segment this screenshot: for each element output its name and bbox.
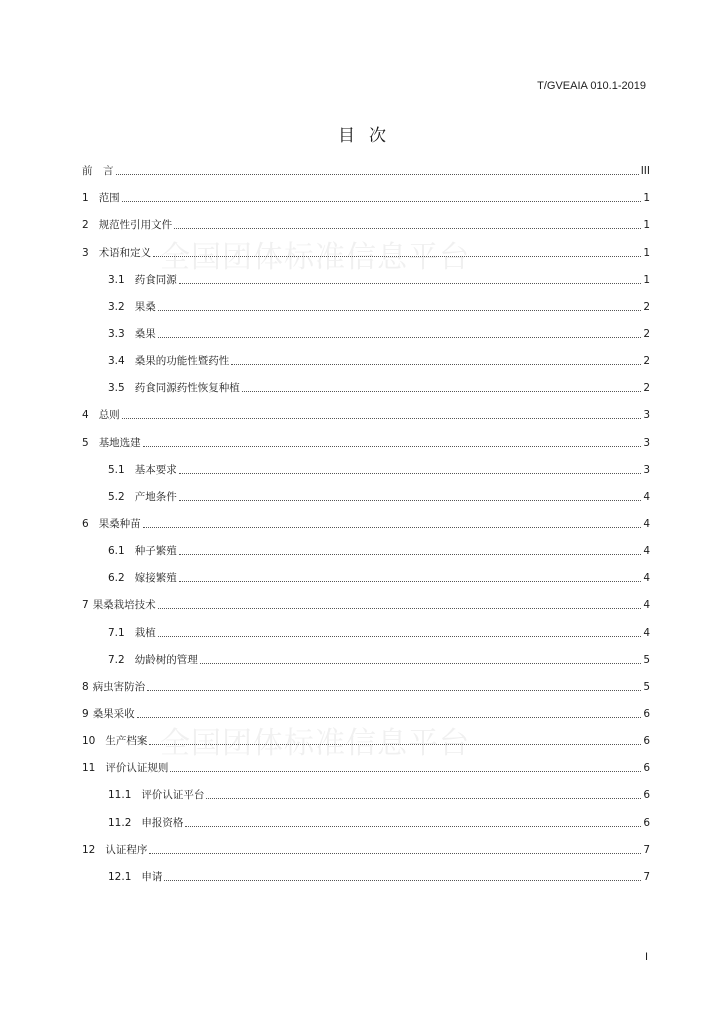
toc-entry-number: 9 xyxy=(82,707,89,720)
toc-entry-text: 申报资格 xyxy=(141,816,184,829)
toc-entry-label xyxy=(108,626,156,640)
toc-entry-label xyxy=(108,463,177,477)
toc-entry[interactable] xyxy=(82,775,650,802)
toc-entry-text: 产地条件 xyxy=(134,490,177,503)
toc-entry-label xyxy=(82,680,145,694)
toc-dot-leader xyxy=(122,417,642,419)
toc-entry-number: 7 xyxy=(82,599,89,612)
toc-entry-page: 2 xyxy=(643,382,650,395)
toc-entry-text: 幼龄树的管理 xyxy=(134,653,198,666)
toc-entry-label xyxy=(108,381,240,395)
toc-entry[interactable] xyxy=(82,422,650,449)
toc-entry-number: 3.2 xyxy=(108,300,125,313)
toc-entry[interactable] xyxy=(82,504,650,531)
toc-entry-text: 药食同源药性恢复种植 xyxy=(134,382,240,395)
toc-entry-label xyxy=(82,408,120,422)
toc-entry-label xyxy=(82,191,120,205)
toc-entry-page: 3 xyxy=(643,463,650,476)
toc-entry-page: 5 xyxy=(643,680,650,693)
toc-dot-leader xyxy=(179,499,642,501)
toc-entry-page: 4 xyxy=(643,599,650,612)
toc-entry-label xyxy=(82,598,156,612)
toc-entry-label xyxy=(108,300,156,314)
toc-entry[interactable] xyxy=(82,640,650,667)
toc-dot-leader xyxy=(179,472,642,474)
toc-entry-text: 种子繁殖 xyxy=(134,545,177,558)
toc-entry[interactable] xyxy=(82,585,650,612)
toc-entry[interactable] xyxy=(82,667,650,694)
toc-entry[interactable] xyxy=(82,830,650,857)
toc-dot-leader xyxy=(149,852,641,854)
toc-entry[interactable] xyxy=(82,151,650,178)
toc-entry-label xyxy=(82,164,114,178)
toc-entry-label xyxy=(82,218,172,232)
toc-entry-page: 1 xyxy=(643,219,650,232)
toc-entry[interactable] xyxy=(82,721,650,748)
toc-entry-text: 果桑 xyxy=(134,300,156,313)
toc-entry-page: 1 xyxy=(643,192,650,205)
toc-entry-text: 规范性引用文件 xyxy=(98,219,173,232)
toc-entry-number: 12.1 xyxy=(108,870,132,883)
toc-entry-label xyxy=(82,436,141,450)
toc-entry-number: 2 xyxy=(82,219,89,232)
toc-entry-page: 6 xyxy=(643,789,650,802)
toc-entry-number: 3.1 xyxy=(108,273,125,286)
table-of-contents xyxy=(82,151,650,884)
toc-title: 目次 xyxy=(338,126,400,146)
toc-entry-text: 桑果 xyxy=(134,327,156,340)
toc-entry-label xyxy=(108,544,177,558)
toc-entry[interactable] xyxy=(82,205,650,232)
toc-entry-number: 10 xyxy=(82,735,96,748)
toc-entry-page: 3 xyxy=(643,436,650,449)
toc-entry[interactable] xyxy=(82,477,650,504)
toc-dot-leader xyxy=(174,227,641,229)
toc-entry-label xyxy=(108,273,177,287)
document-code: T/GVEAIA 010.1-2019 xyxy=(537,80,646,92)
toc-dot-leader xyxy=(149,743,641,745)
toc-dot-leader xyxy=(170,770,641,772)
toc-dot-leader xyxy=(242,390,642,392)
toc-entry-page: 7 xyxy=(643,843,650,856)
toc-entry-label xyxy=(82,734,147,748)
toc-entry-text: 术语和定义 xyxy=(98,246,152,259)
toc-entry[interactable] xyxy=(82,314,650,341)
watermark-bottom: 全国团体标准信息平台 xyxy=(160,726,470,761)
toc-entry[interactable] xyxy=(82,531,650,558)
toc-dot-leader xyxy=(158,336,642,338)
toc-entry[interactable] xyxy=(82,612,650,639)
watermark-top: 全国团体标准信息平台 xyxy=(160,240,470,275)
toc-entry[interactable] xyxy=(82,748,650,775)
toc-entry-text: 评价认证规则 xyxy=(105,762,169,775)
toc-entry-text: 申请 xyxy=(141,870,163,883)
toc-entry[interactable] xyxy=(82,395,650,422)
toc-dot-leader xyxy=(179,282,642,284)
toc-dot-leader xyxy=(143,445,642,447)
toc-entry[interactable] xyxy=(82,802,650,829)
toc-entry-label xyxy=(108,571,177,585)
toc-entry-text: 评价认证平台 xyxy=(141,789,205,802)
toc-entry-page: 3 xyxy=(643,409,650,422)
toc-entry[interactable] xyxy=(82,558,650,585)
toc-entry[interactable] xyxy=(82,368,650,395)
toc-entry-page: 2 xyxy=(643,327,650,340)
toc-entry-page: 4 xyxy=(643,517,650,530)
toc-entry-label xyxy=(82,761,168,775)
toc-entry[interactable] xyxy=(82,287,650,314)
toc-entry-number: 4 xyxy=(82,409,89,422)
toc-entry[interactable] xyxy=(82,450,650,477)
toc-entry-label xyxy=(82,517,141,531)
toc-entry-number: 11.1 xyxy=(108,789,132,802)
toc-entry[interactable] xyxy=(82,178,650,205)
toc-entry-page: 2 xyxy=(643,355,650,368)
toc-dot-leader xyxy=(158,309,642,311)
toc-entry-label xyxy=(108,327,156,341)
toc-entry-number: 6.1 xyxy=(108,545,125,558)
toc-entry-number: 8 xyxy=(82,680,89,693)
toc-dot-leader xyxy=(179,553,642,555)
toc-entry-label xyxy=(108,816,183,830)
toc-entry-number: 5.2 xyxy=(108,490,125,503)
toc-dot-leader xyxy=(231,363,641,365)
toc-entry-text: 嫁接繁殖 xyxy=(134,572,177,585)
toc-dot-leader xyxy=(206,797,641,799)
toc-entry-label xyxy=(108,870,162,884)
toc-dot-leader xyxy=(137,716,642,718)
toc-entry-text: 病虫害防治 xyxy=(92,680,146,693)
toc-entry-number: 11.2 xyxy=(108,816,132,829)
toc-entry[interactable] xyxy=(82,694,650,721)
toc-entry[interactable] xyxy=(82,260,650,287)
toc-entry-page: 6 xyxy=(643,816,650,829)
toc-entry-number: 3.3 xyxy=(108,327,125,340)
toc-dot-leader xyxy=(158,635,642,637)
toc-entry-number: 5 xyxy=(82,436,89,449)
toc-entry-text: 基本要求 xyxy=(134,463,177,476)
toc-entry-text: 药食同源 xyxy=(134,273,177,286)
toc-dot-leader xyxy=(122,200,642,202)
toc-entry[interactable] xyxy=(82,232,650,259)
toc-entry-page: 4 xyxy=(643,545,650,558)
toc-dot-leader xyxy=(179,580,642,582)
toc-entry-label xyxy=(108,354,229,368)
toc-entry-page: 4 xyxy=(643,626,650,639)
toc-dot-leader xyxy=(143,526,642,528)
toc-entry-text: 生产档案 xyxy=(105,735,148,748)
toc-dot-leader xyxy=(164,879,641,881)
toc-dot-leader xyxy=(158,607,642,609)
toc-entry-page: 6 xyxy=(643,707,650,720)
toc-entry-page: 1 xyxy=(643,273,650,286)
toc-entry-label xyxy=(108,490,177,504)
toc-entry-number: 7.2 xyxy=(108,653,125,666)
toc-entry-page: 5 xyxy=(643,653,650,666)
toc-entry-page: III xyxy=(640,165,650,178)
toc-entry-text: 栽植 xyxy=(134,626,156,639)
toc-dot-leader xyxy=(116,173,639,175)
toc-entry-number: 12 xyxy=(82,843,96,856)
toc-entry-number: 6 xyxy=(82,517,89,530)
toc-entry-text: 桑果采收 xyxy=(92,707,135,720)
toc-entry-text: 桑果的功能性暨药性 xyxy=(134,355,230,368)
toc-entry-number: 11 xyxy=(82,762,96,775)
toc-entry-number: 3.5 xyxy=(108,382,125,395)
toc-entry-number: 3.4 xyxy=(108,355,125,368)
toc-entry-text: 认证程序 xyxy=(105,843,148,856)
toc-entry-page: 6 xyxy=(643,762,650,775)
toc-entry-page: 4 xyxy=(643,490,650,503)
toc-entry-number: 1 xyxy=(82,192,89,205)
toc-entry-number: 7.1 xyxy=(108,626,125,639)
toc-entry-text: 基地选建 xyxy=(98,436,141,449)
toc-entry-label xyxy=(108,653,198,667)
toc-entry-text: 范围 xyxy=(98,192,120,205)
toc-entry-page: 1 xyxy=(643,246,650,259)
toc-entry-page: 6 xyxy=(643,735,650,748)
toc-entry-number: 6.2 xyxy=(108,572,125,585)
toc-entry-text: 总则 xyxy=(98,409,120,422)
toc-dot-leader xyxy=(200,662,642,664)
toc-dot-leader xyxy=(153,255,641,257)
toc-entry[interactable] xyxy=(82,857,650,884)
toc-entry-label xyxy=(82,707,135,721)
toc-entry-number: 3 xyxy=(82,246,89,259)
toc-entry-page: 4 xyxy=(643,572,650,585)
toc-entry-label xyxy=(108,788,204,802)
toc-entry-page: 7 xyxy=(643,870,650,883)
toc-entry[interactable] xyxy=(82,341,650,368)
toc-entry-label xyxy=(82,843,147,857)
toc-entry-text: 果桑种苗 xyxy=(98,517,141,530)
toc-entry-text: 前 言 xyxy=(82,165,114,178)
toc-dot-leader xyxy=(147,689,641,691)
toc-entry-number: 5.1 xyxy=(108,463,125,476)
toc-dot-leader xyxy=(185,825,641,827)
toc-entry-text: 果桑栽培技术 xyxy=(92,599,156,612)
page-number: I xyxy=(644,951,648,963)
toc-entry-label xyxy=(82,246,151,260)
toc-entry-page: 2 xyxy=(643,300,650,313)
